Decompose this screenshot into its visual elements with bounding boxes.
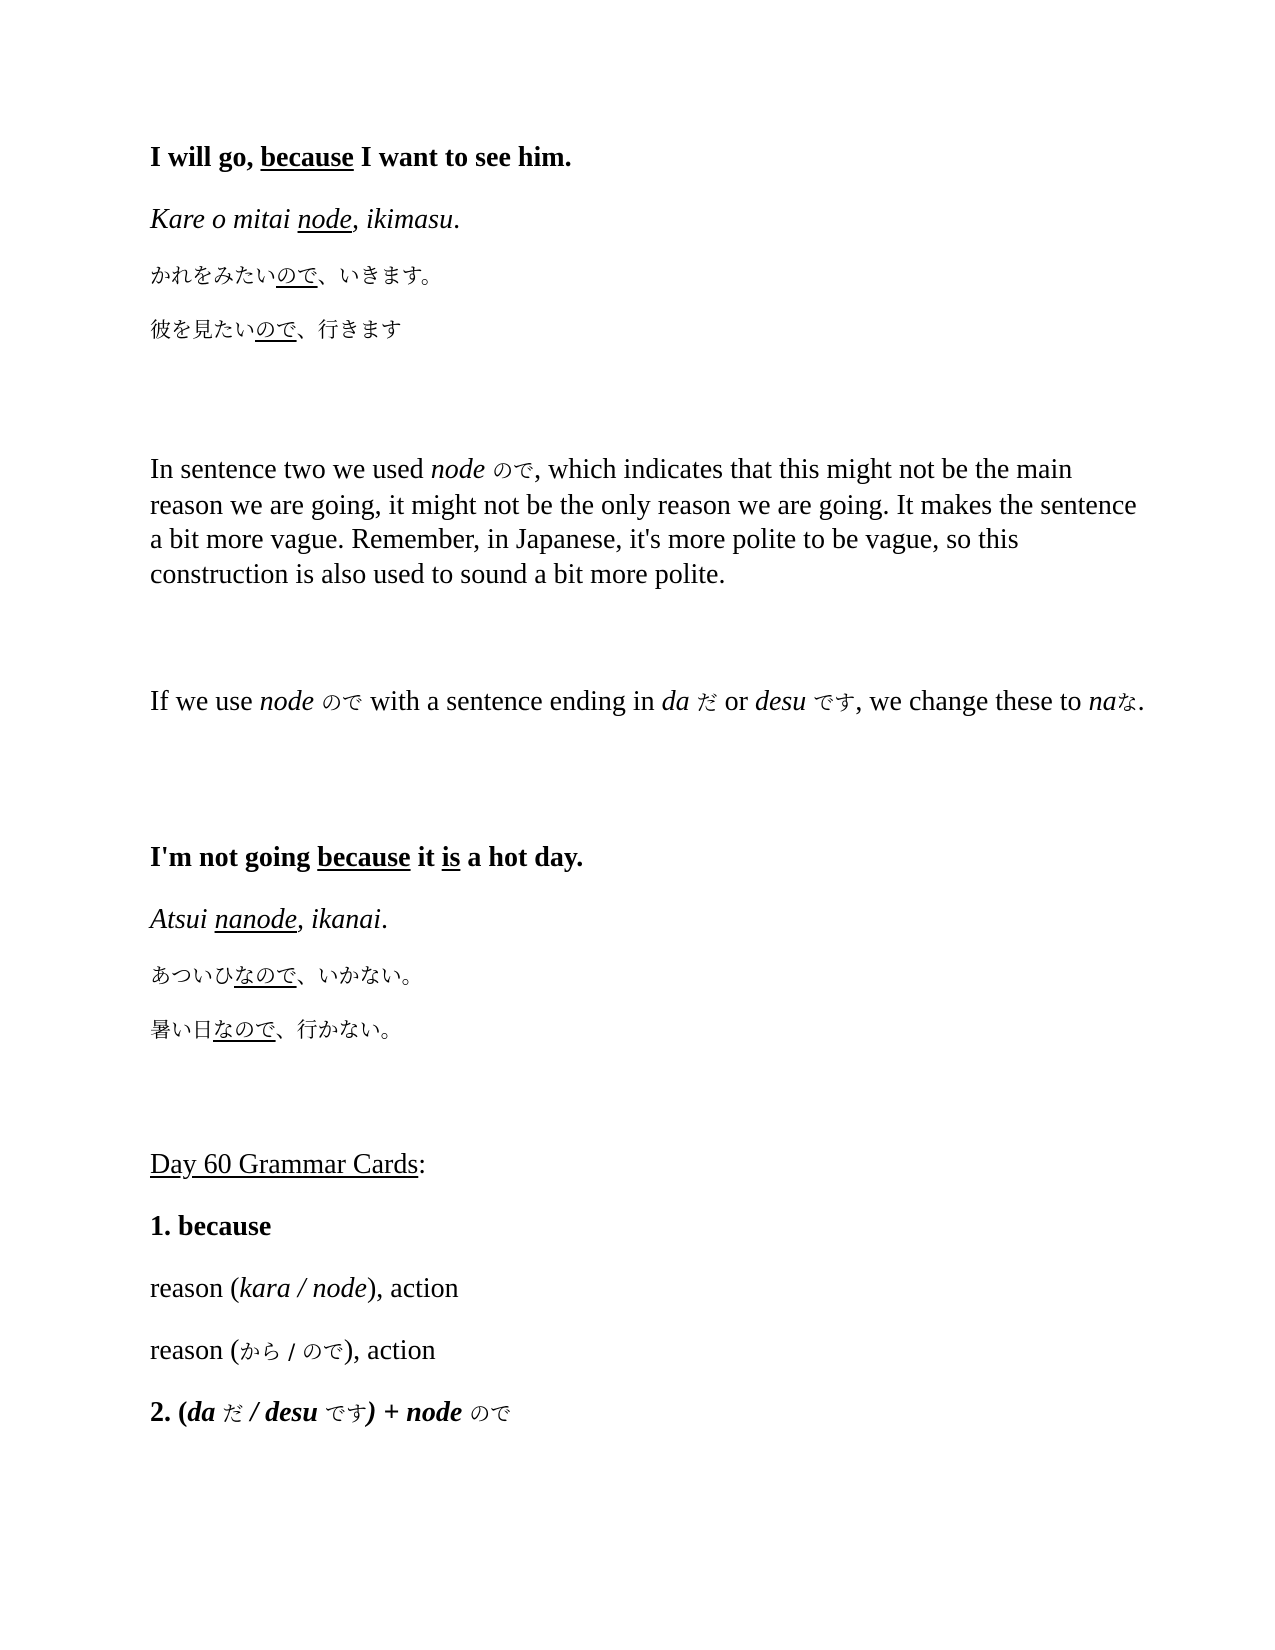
card2-title: 2. (da だ / desu です) + node ので bbox=[150, 1397, 512, 1428]
because-highlight: because bbox=[260, 142, 354, 173]
example2-english: I'm not going because it is a hot day. bbox=[150, 842, 584, 873]
card1-romaji-pattern: reason (kara / node), action bbox=[150, 1273, 459, 1304]
example1-romaji: Kare o mitai node, ikimasu. bbox=[150, 204, 461, 235]
node-highlight: node bbox=[297, 204, 352, 235]
example1-english: I will go, because I want to see him. bbox=[150, 142, 572, 173]
explanation-paragraph-2: If we use node ので with a sentence ending in da だ or desu です, we change these to naな. bbox=[150, 686, 1145, 717]
card1-title: 1. because bbox=[150, 1211, 272, 1242]
grammar-cards-heading: Day 60 Grammar Cards: bbox=[150, 1149, 427, 1180]
card1-kana-pattern: reason (から / ので), action bbox=[150, 1335, 436, 1366]
example2-kana: あついひなので、いかない。 bbox=[150, 964, 423, 988]
example2-kanji: 暑い日なので、行かない。 bbox=[150, 1018, 402, 1042]
example1-kana: かれをみたいので、いきます。 bbox=[150, 264, 442, 288]
example2-romaji: Atsui nanode, ikanai. bbox=[150, 904, 388, 935]
explanation-paragraph-1: In sentence two we used node ので, which indicates that this might not be the main reason we are going, it might not be the only reason we are going. It makes the sentence a bit more vague. Remember, in Japanese, it's more polite to be vague, so this construction is also used to sound a bit more polite. bbox=[150, 454, 1137, 590]
example1-kanji: 彼を見たいので、行きます bbox=[150, 318, 402, 342]
